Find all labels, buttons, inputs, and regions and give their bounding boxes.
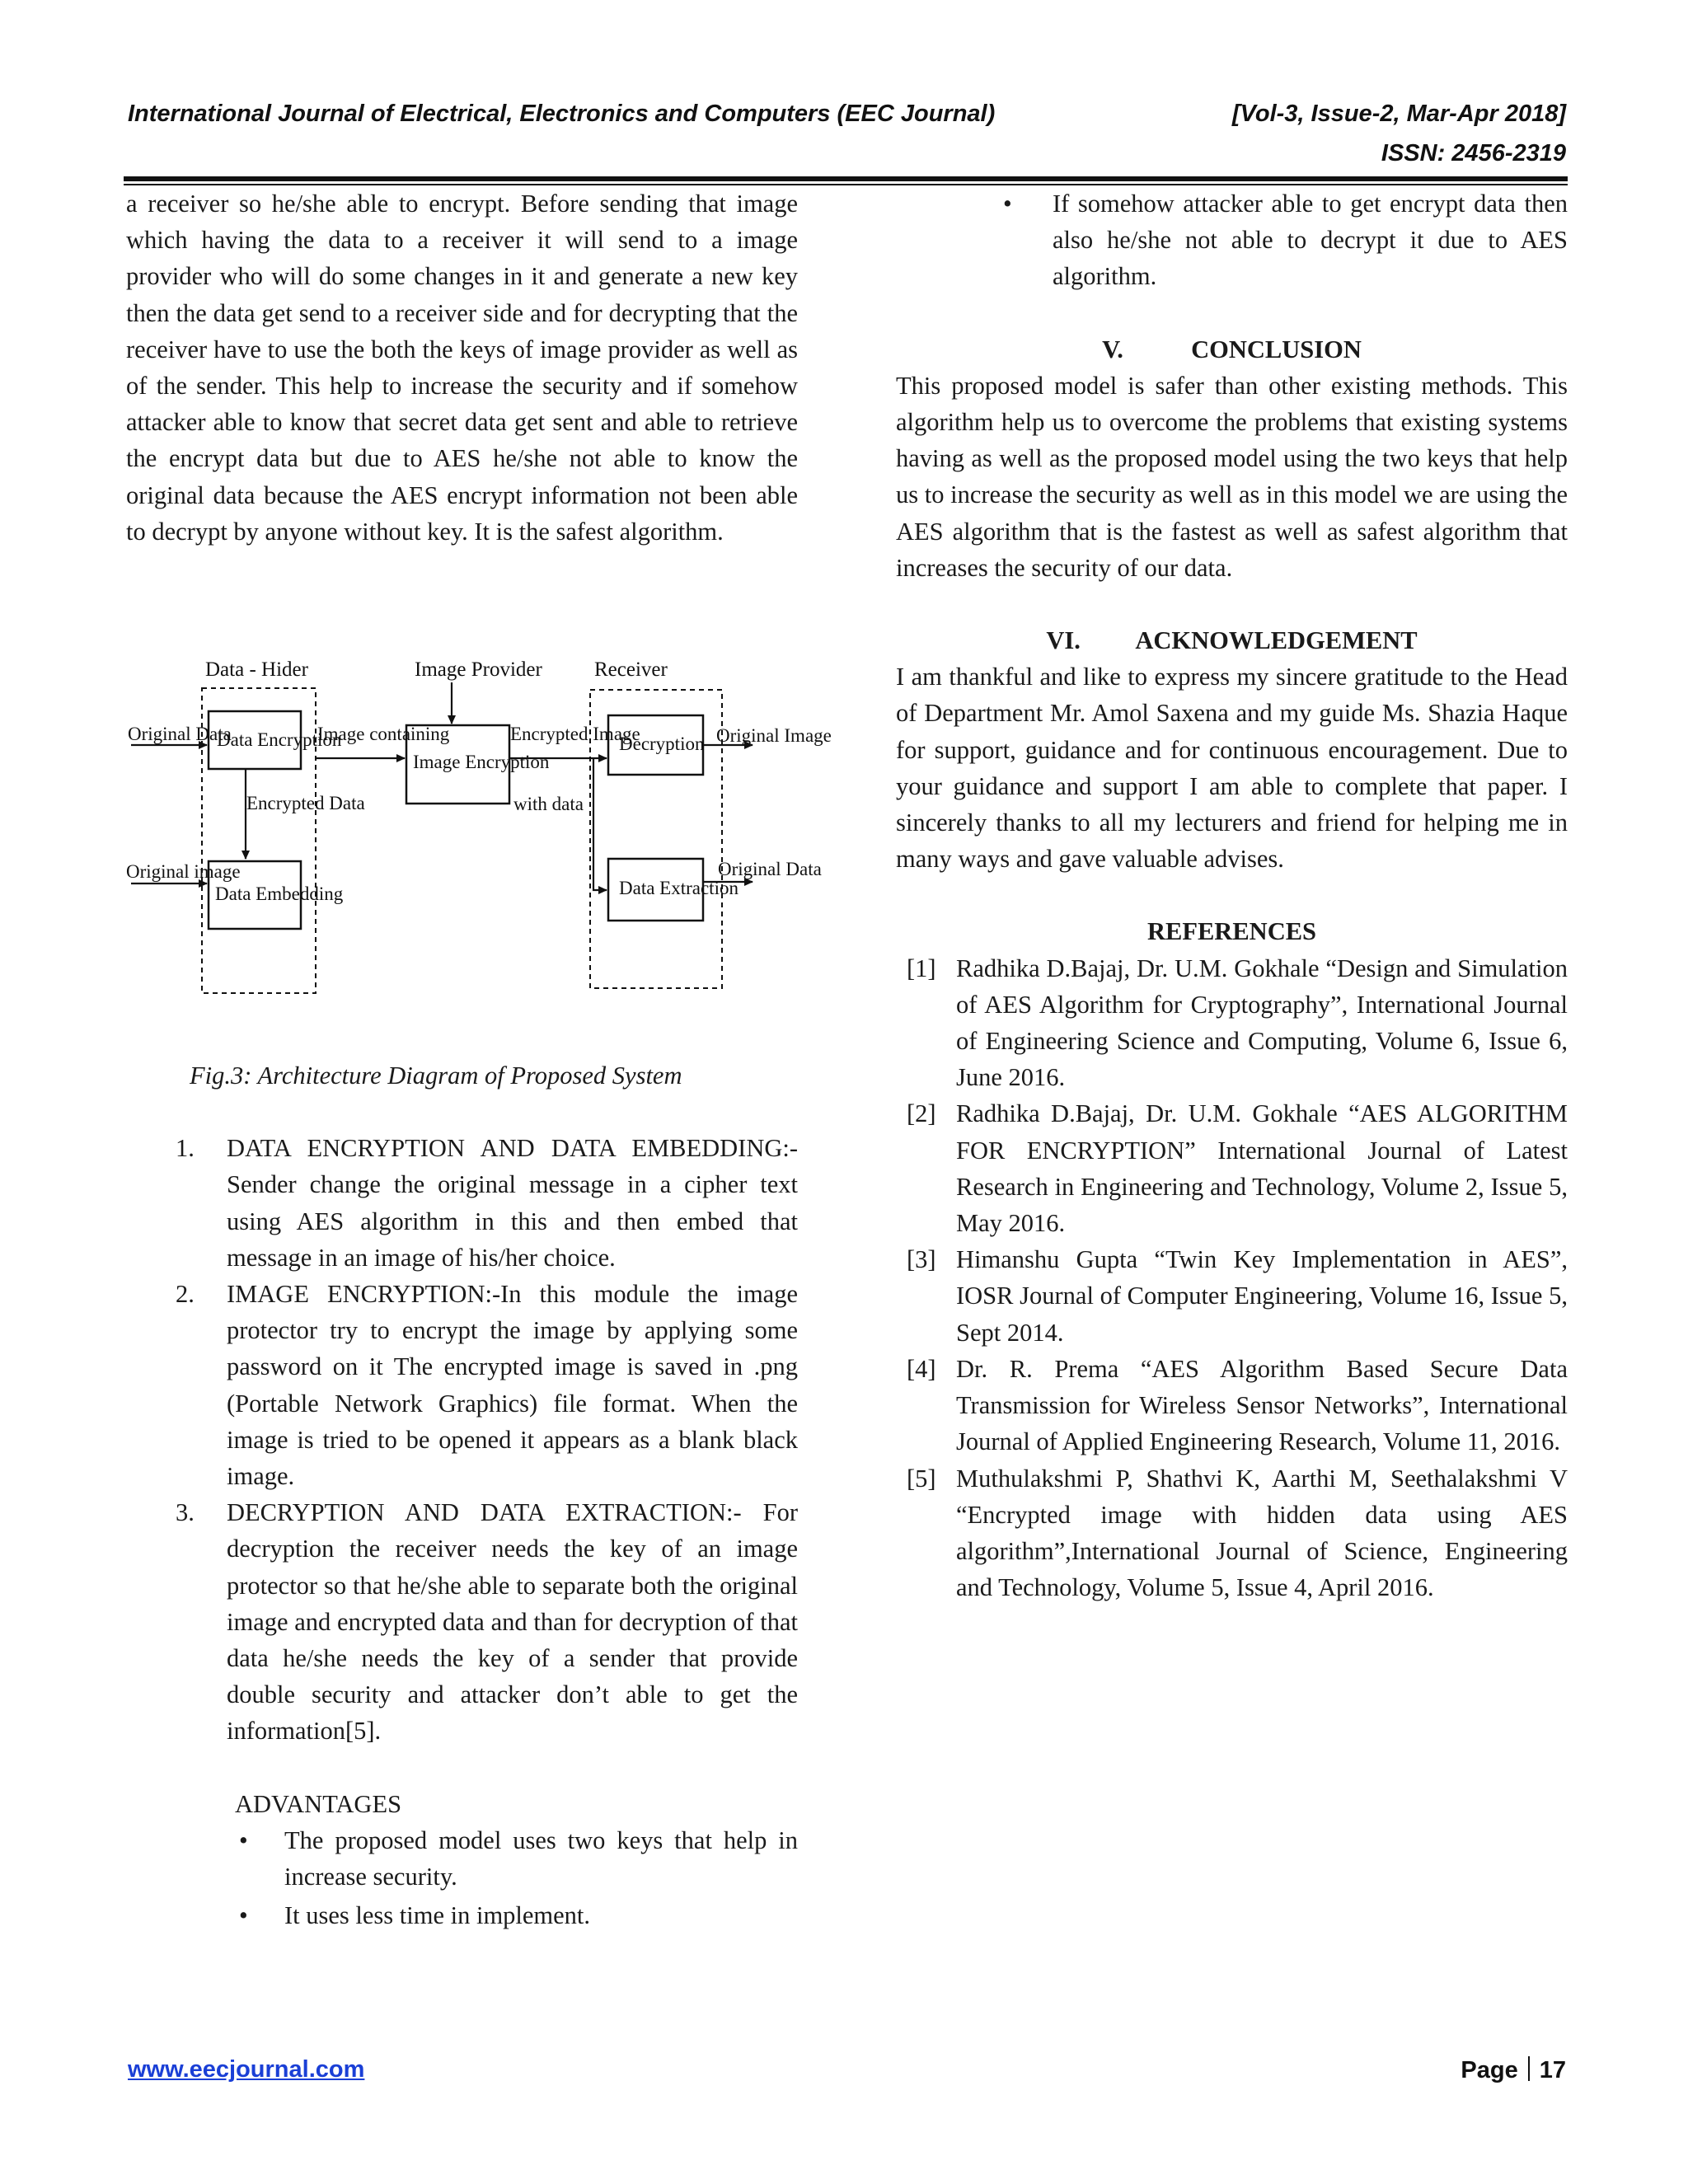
numbered-item-3-text: DECRYPTION AND DATA EXTRACTION:- For decryption the receiver needs the key of an image protector so that he/she able to separate both the original image and encrypted data and than for decryption of that data he/she needs the key of a sender that provide double security and attacker don’t able to get the information[5]. [227, 1498, 798, 1746]
label-image-provider: Image Provider [415, 658, 542, 681]
bullet-dot: • [239, 1901, 248, 1930]
reference-4-text: Dr. R. Prema “AES Algorithm Based Secure Data Transmission for Wireless Sensor Networks”, International Journal of Applied Engineering Research, Volume 11, 2016. [956, 1354, 1568, 1456]
label-data-hider: Data - Hider [205, 658, 308, 681]
advantages-heading: ADVANTAGES [235, 1789, 402, 1818]
text-data-embedding: Data Embedding [215, 883, 344, 904]
reference-2 [896, 1095, 1568, 1241]
figure-caption: Fig.3: Architecture Diagram of Proposed System [190, 1062, 682, 1090]
section-title: CONCLUSION [1191, 335, 1362, 363]
reference-5-text: Muthulakshmi P, Shathvi K, Aarthi M, Seethalakshmi V “Encrypted image with hidden data using AES algorithm”,International Journal of Science, Engineering and Technology, Volume 5, Issue 4, April 2016. [956, 1464, 1568, 1602]
section-number: VI. [1046, 626, 1081, 655]
section-heading-conclusion [896, 331, 1568, 368]
reference-5 [896, 1460, 1568, 1606]
advantage-2-text: It uses less time in implement. [284, 1901, 591, 1930]
numbered-item-1-num: 1. [176, 1134, 195, 1163]
text-in-original-data: Original Data [128, 724, 232, 744]
reference-2-num: [2] [907, 1099, 936, 1128]
text-out-original-data: Original Data [718, 859, 822, 879]
architecture-diagram-svg [126, 643, 832, 1010]
references-heading: REFERENCES [1146, 917, 1317, 946]
text-image-containing: Image containing [317, 724, 450, 744]
page-separator [1528, 2056, 1530, 2081]
reference-4 [896, 1351, 1568, 1460]
left-column-lower [126, 1057, 798, 1933]
reference-1-text: Radhika D.Bajaj, Dr. U.M. Gokhale “Design and Simulation of AES Algorithm for Cryptography”, International Journal of Engineering Science and Computing, Volume 6, Issue 6, June 2016. [956, 954, 1568, 1092]
reference-5-num: [5] [907, 1464, 936, 1493]
right-column [896, 185, 1568, 1605]
architecture-diagram [126, 643, 832, 1010]
page-number-value: 17 [1539, 2057, 1566, 2083]
numbered-item-3-num: 3. [176, 1498, 195, 1527]
advantage-1 [126, 1822, 798, 1895]
section-heading-acknowledgement [896, 622, 1568, 658]
reference-1 [896, 950, 1568, 1096]
bullet-continued [896, 185, 1568, 295]
bullet-dot: • [1003, 190, 1012, 218]
intro-paragraph: a receiver so he/she able to encrypt. Before sending that image which having the data to a receiver it will send to a image provider who will do some changes in it and generate a new key then the data get send to a receiver side and for decrypting that the receiver have to use the both the keys of image provider as well as of the sender. This help to increase the security and if somehow attacker able to know that secret data get sent and able to retrieve the encrypt data but due to AES he/she not able to know the original data because the AES encrypt information not been able to decrypt by anyone without key. It is the safest algorithm. [126, 190, 798, 546]
text-decryption: Decryption [619, 733, 705, 754]
reference-3-num: [3] [907, 1245, 936, 1274]
text-in-original-image: Original image [126, 861, 241, 882]
conclusion-paragraph: This proposed model is safer than other existing methods. This algorithm help us to overcome the problems that existing systems having as well as the proposed model using the two keys that help us to increase the security as well as in this model we are using the AES algorithm that is the fastest as well as safest algorithm that increases the security of our data. [896, 371, 1568, 582]
acknowledgement-paragraph: I am thankful and like to express my sincere gratitude to the Head of Department Mr. Amol Saxena and my guide Ms. Shazia Haque for support, guidance and for continuous encouragement. Due to your guidance and support I am able to complete that paper. I sincerely thanks to all my lecturers and friend for helping me in many ways and gave valuable advises. [896, 663, 1568, 874]
left-column [126, 185, 798, 550]
advantage-1-text: The proposed model uses two keys that help in increase security. [284, 1825, 798, 1891]
section-number: V. [1102, 335, 1123, 363]
section-title: ACKNOWLEDGEMENT [1135, 626, 1418, 655]
journal-website-link[interactable]: www.eecjournal.com [128, 2056, 365, 2083]
numbered-item-1 [126, 1130, 798, 1276]
text-encrypted-image: Encrypted Image [510, 724, 640, 744]
text-out-original-image: Original Image [716, 725, 832, 746]
arrow-to-extraction [593, 758, 607, 890]
reference-2-text: Radhika D.Bajaj, Dr. U.M. Gokhale “AES ALGORITHM FOR ENCRYPTION” International Journal of Latest Research in Engineering and Technology, Volume 2, Issue 5, May 2016. [956, 1099, 1568, 1238]
text-data-encryption: Data Encryption [217, 729, 342, 750]
numbered-item-2-num: 2. [176, 1280, 195, 1309]
label-receiver: Receiver [594, 658, 668, 681]
page-number [1461, 2056, 1566, 2084]
bullet-continued-text: If somehow attacker able to get encrypt data then also he/she not able to decrypt it due to AES algorithm. [1053, 190, 1568, 291]
numbered-item-3 [126, 1494, 798, 1749]
text-encrypted-data: Encrypted Data [246, 793, 365, 813]
reference-1-num: [1] [907, 954, 936, 982]
numbered-item-2-text: IMAGE ENCRYPTION:-In this module the image protector try to encrypt the image by applying some password on it The encrypted image is saved in .png (Portable Network Graphics) file format. When the image is tried to be opened it appears as a blank black image. [227, 1280, 798, 1491]
text-image-encryption: Image Encryption [413, 752, 550, 772]
text-with-data: with data [513, 794, 584, 814]
text-data-extraction: Data Extraction [619, 878, 738, 898]
reference-3 [896, 1241, 1568, 1351]
reference-3-text: Himanshu Gupta “Twin Key Implementation in AES”, IOSR Journal of Computer Engineering, Volume 16, Issue 5, Sept 2014. [956, 1245, 1568, 1347]
page-label: Page [1461, 2057, 1518, 2083]
volume-info: [Vol-3, Issue-2, Mar-Apr 2018] [1231, 101, 1566, 127]
journal-title: International Journal of Electrical, Electronics and Computers (EEC Journal) [128, 101, 996, 127]
numbered-item-1-text: DATA ENCRYPTION AND DATA EMBEDDING:-Sender change the original message in a cipher text using AES algorithm in this and then embed that message in an image of his/her choice. [227, 1134, 798, 1272]
reference-4-num: [4] [907, 1354, 936, 1383]
header-rule [124, 176, 1568, 181]
numbered-item-2 [126, 1276, 798, 1494]
issn: ISSN: 2456-2319 [1381, 140, 1566, 166]
bullet-dot: • [239, 1825, 248, 1854]
advantage-2 [126, 1897, 798, 1933]
